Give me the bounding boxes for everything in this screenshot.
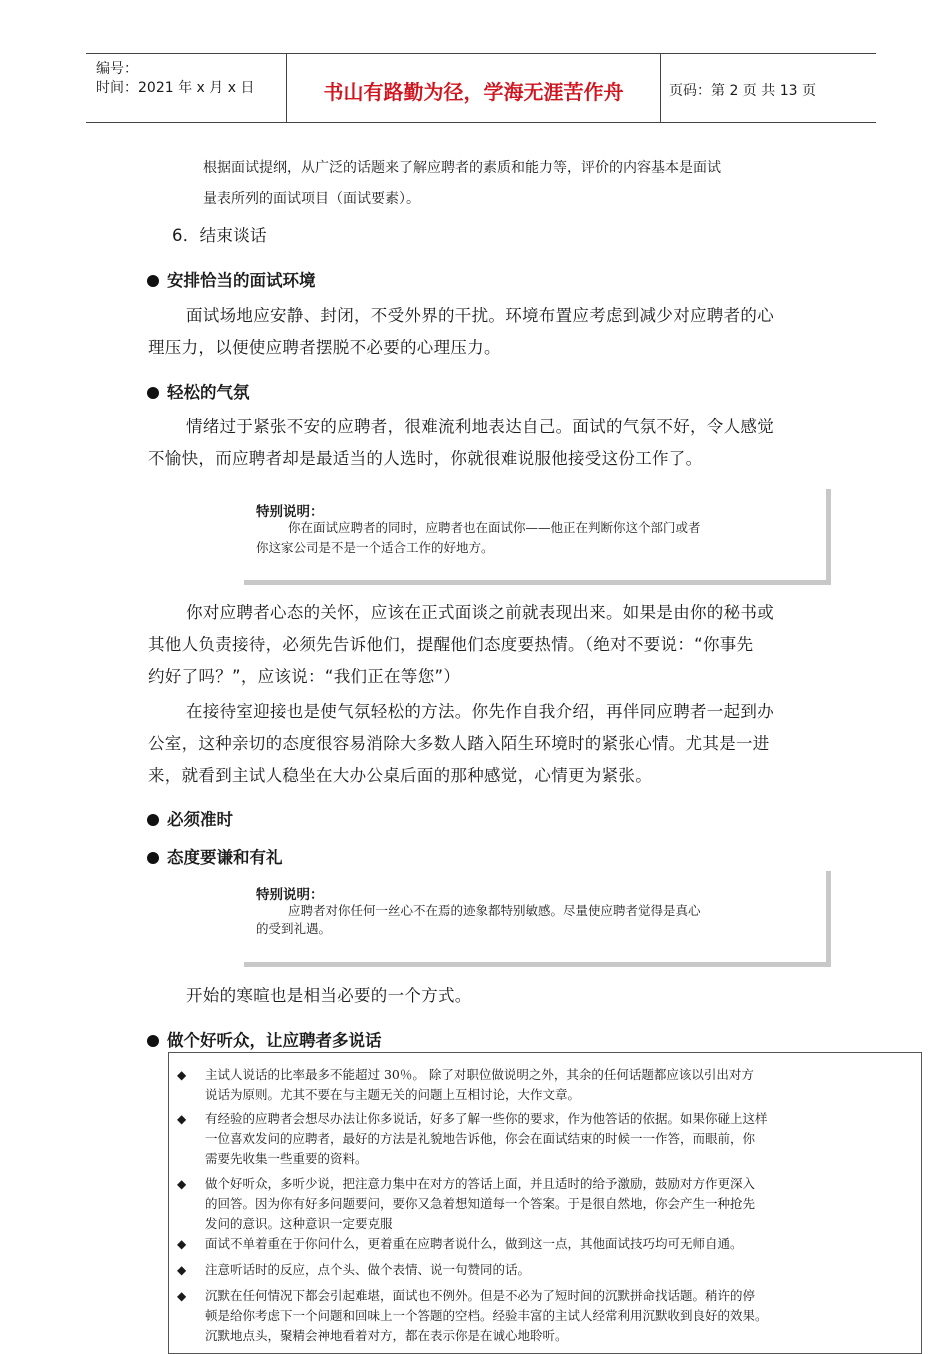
paragraph-line: 你对应聘者心态的关怀，应该在正式面谈之前就表现出来。如果是由你的秘书或 bbox=[186, 603, 774, 622]
list-item: ◆ 做个好听众，多听少说，把注意力集中在对方的答话上面，并且适时的给予激励，鼓励对方作更深入 的回答。因为你有好多问题要问，要你又急着想知道每一个答案。于是很自然地，你会产生一种抢先 发问的意识。这种意识一定要克服 bbox=[177, 1176, 756, 1231]
note-shadow bbox=[244, 580, 831, 585]
bullet-icon bbox=[147, 1035, 159, 1047]
diamond-bullet-icon: ◆ bbox=[177, 1289, 187, 1303]
paragraph-line: 情绪过于紧张不安的应聘者，很难流利地表达自己。面试的气氛不好，令人感觉 bbox=[186, 417, 774, 436]
note-shadow bbox=[244, 962, 831, 967]
paragraph-line: 来，就看到主试人稳坐在大办公桌后面的那种感觉，心情更为紧张。 bbox=[148, 766, 652, 785]
paragraph-line: 开始的寒暄也是相当必要的一个方式。 bbox=[186, 986, 472, 1005]
list-item: ◆ 主试人说话的比率最多不能超过 30％。 除了对职位做说明之外，其余的任何话题都应该以引出对方 说话为原则。尤其不要在与主题无关的问题上互相讨论，大作文章。 bbox=[177, 1067, 754, 1102]
paragraph-line: 不愉快，而应聘者却是最适当的人选时，你就很难说服他接受这份工作了。 bbox=[148, 449, 703, 468]
paragraph-line: 面试场地应安静、封闭，不受外界的干扰。环境布置应考虑到减少对应聘者的心 bbox=[186, 306, 774, 325]
diamond-bullet-icon: ◆ bbox=[177, 1112, 187, 1126]
note-text: 的受到礼遇。 bbox=[256, 921, 332, 936]
list-item: ◆ 沉默在任何情况下都会引起难堪，面试也不例外。但是不必为了短时间的沉默拼命找话题。稍许的停 顿是给你考虑下一个问题和回味上一个答题的空档。经验丰富的主试人经常利用沉默收到良好的效果。 沉默地点头，聚精会神地看着对方，都在表示你是在诚心地聆听。 bbox=[177, 1288, 768, 1343]
note-text: 你这家公司是不是一个适合工作的好地方。 bbox=[256, 540, 494, 555]
bullet-icon bbox=[147, 387, 159, 399]
intro-line: 根据面试提纲，从广泛的话题来了解应聘者的素质和能力等，评价的内容基本是面试 bbox=[203, 160, 721, 176]
tips-box bbox=[168, 1052, 922, 1354]
bullet-icon bbox=[147, 852, 159, 864]
note-shadow bbox=[826, 871, 831, 967]
intro-line: 量表所列的面试项目（面试要素）。 bbox=[203, 191, 420, 207]
section-heading: 态度要谦和有礼 bbox=[147, 844, 283, 868]
note-text: 应聘者对你任何一丝心不在焉的迹象都特别敏感。尽量使应聘者觉得是真心 bbox=[288, 903, 701, 918]
bullet-icon bbox=[147, 275, 159, 287]
section-heading: 必须准时 bbox=[147, 806, 233, 830]
paragraph-line: 在接待室迎接也是使气氛轻松的方法。你先作自我介绍，再伴同应聘者一起到办 bbox=[186, 702, 774, 721]
bullet-icon bbox=[147, 814, 159, 826]
doc-number-label: 编号： bbox=[96, 61, 138, 77]
header-bottom-rule bbox=[86, 122, 876, 123]
doc-time-label: 时间：2021 年 x 月 x 日 bbox=[96, 80, 255, 96]
step-heading: 6．结束谈话 bbox=[172, 226, 267, 245]
paragraph-line: 其他人负责接待，必须先告诉他们，提醒他们态度要热情。（绝对不要说：“你事先 bbox=[148, 635, 754, 654]
paragraph-line: 理压力，以便使应聘者摆脱不必要的心理压力。 bbox=[148, 338, 501, 357]
diamond-bullet-icon: ◆ bbox=[177, 1263, 187, 1277]
section-heading: 做个好听众，让应聘者多说话 bbox=[147, 1027, 382, 1051]
list-item: ◆ 面试不单着重在于你问什么，更着重在应聘者说什么，做到这一点，其他面试技巧均可无师自通。 bbox=[177, 1234, 917, 1254]
header-divider bbox=[660, 53, 661, 123]
section-heading: 安排恰当的面试环境 bbox=[147, 267, 316, 291]
page-info: 页码：第 2 页 共 13 页 bbox=[669, 83, 816, 99]
diamond-bullet-icon: ◆ bbox=[177, 1237, 187, 1251]
note-shadow bbox=[826, 489, 831, 585]
list-item: ◆ 注意听话时的反应，点个头、做个表情、说一句赞同的话。 bbox=[177, 1260, 917, 1280]
note-title: 特别说明： bbox=[256, 504, 324, 520]
paragraph-line: 约好了吗？”，应该说：“我们正在等您”） bbox=[148, 667, 461, 686]
paragraph-line: 公室，这种亲切的态度很容易消除大多数人踏入陌生环境时的紧张心情。尤其是一进 bbox=[148, 734, 770, 753]
header-top-rule bbox=[86, 53, 876, 54]
diamond-bullet-icon: ◆ bbox=[177, 1068, 187, 1082]
diamond-bullet-icon: ◆ bbox=[177, 1177, 187, 1191]
list-item: ◆ 有经验的应聘者会想尽办法让你多说话，好多了解一些你的要求，作为他答话的依据。如果你碰上这样 一位喜欢发问的应聘者，最好的方法是礼貌地告诉他，你会在面试结束的时候一一作答，而眼前，你 需要先收集一些重要的资料。 bbox=[177, 1111, 768, 1166]
note-title: 特别说明： bbox=[256, 887, 324, 903]
header-motto: 书山有路勤为径，学海无涯苦作舟 bbox=[323, 80, 624, 104]
section-heading: 轻松的气氛 bbox=[147, 379, 250, 403]
note-text: 你在面试应聘者的同时，应聘者也在面试你——他正在判断你这个部门或者 bbox=[288, 520, 701, 535]
